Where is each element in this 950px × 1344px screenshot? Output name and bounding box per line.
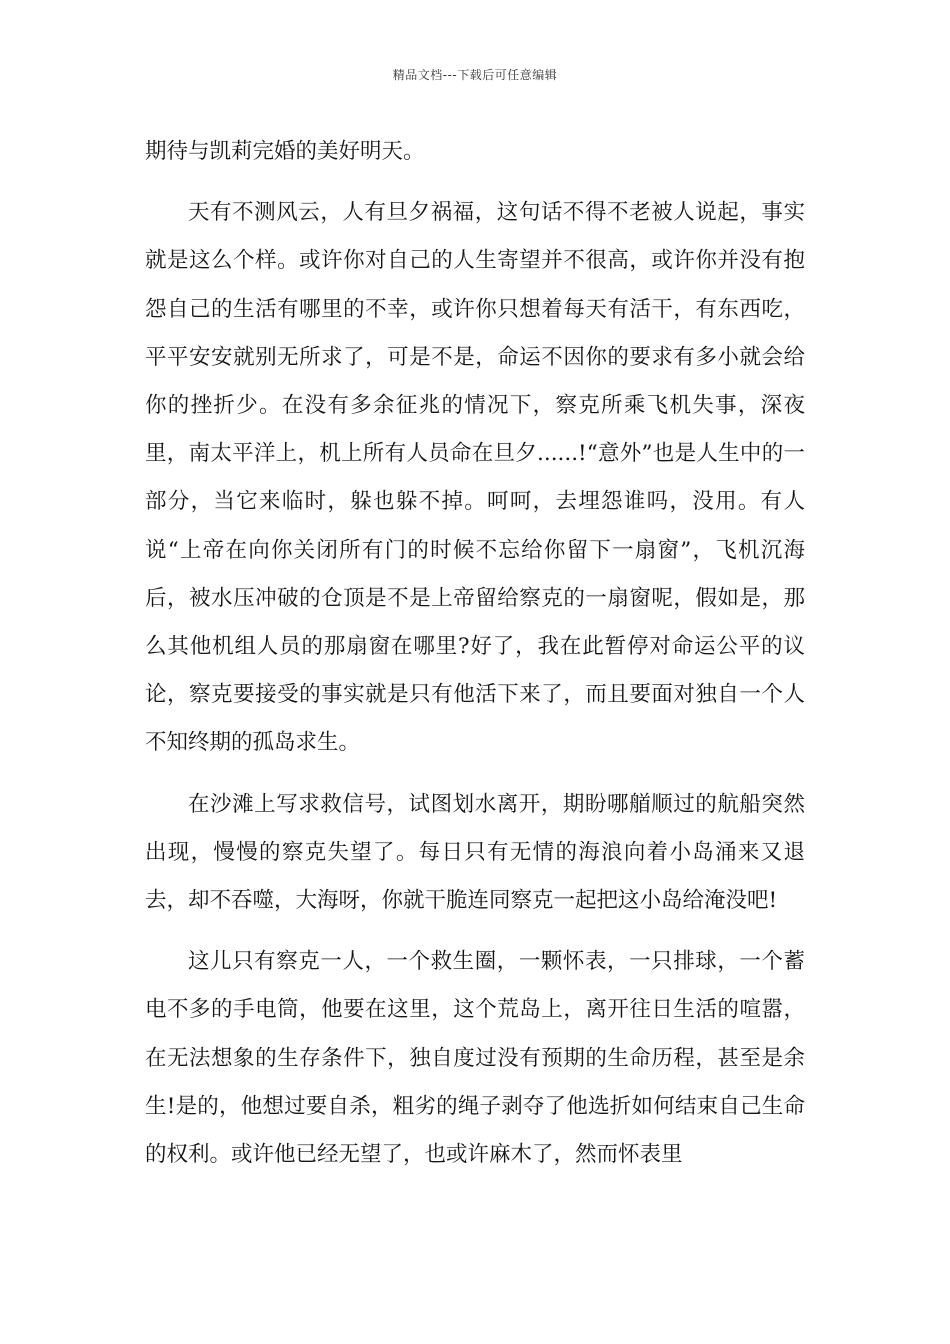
paragraph-3: 在沙滩上写求救信号，试图划水离开，期盼哪艏顺过的航船突然出现，慢慢的察克失望了。每日只有无情的海浪向着小岛涌来又退去，却不吞噬，大海呀，你就干脆连同察克一起把这小岛给淹没吧! <box>145 791 805 914</box>
document-body <box>145 128 805 1179</box>
paragraph-2: 天有不测风云，人有旦夕祸福，这句话不得不老被人说起，事实就是这么个样。或许你对自己的人生寄望并不很高，或许你并没有抱怨自己的生活有哪里的不幸，或许你只想着每天有活干，有东西吃，平平安安就别无所求了，可是不是，命运不因你的要求有多小就会给你的挫折少。在没有多余征兆的情况下，察克所乘飞机失事，深夜里，南太平洋上，机上所有人员命在旦夕......!“意外”也是人生中的一部分，当它来临时，躲也躲不掉。呵呵，去埋怨谁吗，没用。有人说“上帝在向你关闭所有门的时候不忘给你留下一扇窗”，飞机沉海后，被水压冲破的仓顶是不是上帝留给察克的一扇窗呢，假如是，那么其他机组人员的那扇窗在哪里?好了，我在此暂停对命运公平的议论，察克要接受的事实就是只有他活下来了，而且要面对独自一个人不知终期的孤岛求生。 <box>145 200 805 756</box>
paragraph-4: 这儿只有察克一人，一个救生圈，一颗怀表，一只排球，一个蓄电不多的手电筒，他要在这里，这个荒岛上，离开往日生活的喧嚣，在无法想象的生存条件下，独自度过没有预期的生命历程，甚至是余生!是的，他想过要自杀，粗劣的绳子剥夺了他选折如何结束自己生命的权利。或许他已经无望了，也或许麻木了，然而怀表里 <box>145 949 805 1168</box>
paragraph-1: 期待与凯莉完婚的美好明天。 <box>145 139 425 164</box>
page-header: 精品文档---下载后可任意编辑 <box>392 68 558 82</box>
